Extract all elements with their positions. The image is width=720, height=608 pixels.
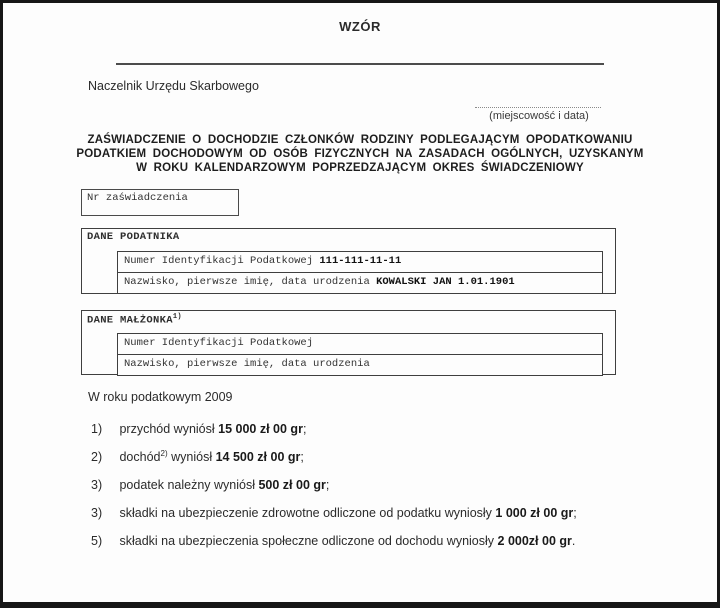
spouse-nip-row	[118, 334, 602, 354]
taxpayer-nip-row	[118, 252, 602, 272]
income-item-2	[91, 450, 304, 464]
addressee-text: Naczelnik Urzędu Skarbowego	[88, 79, 259, 93]
income-item-2-punct: ;	[300, 450, 304, 464]
income-item-3-punct: ;	[325, 478, 330, 492]
header-separator-line	[116, 63, 604, 65]
income-item-5-value: 2 000zł 00 gr	[497, 534, 572, 548]
taxpayer-name-value: KOWALSKI JAN 1.01.1901	[376, 276, 515, 288]
income-item-2-number: 2)	[91, 450, 103, 464]
income-item-5-number: 5)	[91, 534, 103, 548]
spouse-name-label: Nazwisko, pierwsze imię, data urodzenia	[124, 358, 370, 370]
taxpayer-section-label: DANE PODATNIKA	[87, 231, 180, 243]
income-item-2-text: dochód	[119, 450, 161, 464]
document-title	[53, 133, 667, 175]
income-item-1-value: 15 000 zł 00 gr	[218, 422, 303, 436]
income-item-4-number: 3)	[91, 506, 103, 520]
income-item-1-punct: ;	[302, 422, 307, 436]
income-item-2-footnote-ref: 2)	[160, 448, 168, 458]
income-item-5	[91, 534, 575, 548]
income-item-2-text2: wyniósł	[171, 450, 213, 464]
taxpayer-section	[81, 228, 616, 294]
taxpayer-name-label: Nazwisko, pierwsze imię, data urodzenia	[124, 276, 370, 288]
place-date-caption: (miejscowość i data)	[489, 110, 589, 122]
income-item-5-text: składki na ubezpieczenia społeczne odliczone od dochodu wyniosły	[119, 534, 495, 548]
spouse-nip-label: Numer Identyfikacji Podatkowej	[124, 337, 314, 349]
spouse-section	[81, 310, 616, 375]
income-item-1-text: przychód wyniósł	[119, 422, 215, 436]
income-item-1-number: 1)	[91, 422, 103, 436]
income-item-2-value: 14 500 zł 00 gr	[215, 450, 301, 464]
income-item-1	[91, 422, 306, 436]
spouse-fields-box	[117, 333, 603, 376]
income-item-4-text: składki na ubezpieczenie zdrowotne odliczone od podatku wyniosły	[119, 506, 492, 520]
income-item-4-punct: ;	[573, 506, 577, 520]
certificate-number-label: Nr zaświadczenia	[87, 192, 188, 204]
document-title-line3: W ROKU KALENDARZOWYM POPRZEDZAJĄCYM OKRES ŚWIADCZENIOWY	[136, 162, 584, 174]
spouse-section-label	[87, 313, 182, 327]
place-date-fill-line	[475, 97, 601, 108]
specimen-watermark: WZÓR	[339, 19, 381, 34]
income-item-3-number: 3)	[91, 478, 103, 492]
taxpayer-nip-label: Numer Identyfikacji Podatkowej	[124, 255, 314, 267]
tax-year-intro: W roku podatkowym 2009	[88, 390, 233, 404]
document-title-line2: PODATKIEM DOCHODOWYM OD OSÓB FIZYCZNYCH NA ZASADACH OGÓLNYCH, UZYSKANYM	[76, 148, 644, 160]
income-item-5-punct: .	[571, 534, 576, 548]
income-item-4-value: 1 000 zł 00 gr	[495, 506, 574, 520]
certificate-number-box	[81, 189, 239, 216]
spouse-section-label-text: DANE MAŁŻONKA	[87, 314, 173, 327]
income-item-3-text: podatek należny wyniósł	[119, 478, 255, 492]
taxpayer-name-row	[118, 272, 602, 293]
spouse-footnote-ref: 1)	[172, 313, 182, 321]
income-item-4	[91, 506, 577, 520]
document-title-line1: ZAŚWIADCZENIE O DOCHODZIE CZŁONKÓW RODZINY PODLEGAJĄCYM OPODATKOWANIU	[87, 134, 633, 146]
spouse-name-row	[118, 354, 602, 375]
taxpayer-nip-value: 111-111-11-11	[319, 255, 402, 267]
income-item-3-value: 500 zł 00 gr	[258, 478, 326, 492]
income-item-3	[91, 478, 329, 492]
taxpayer-fields-box	[117, 251, 603, 294]
